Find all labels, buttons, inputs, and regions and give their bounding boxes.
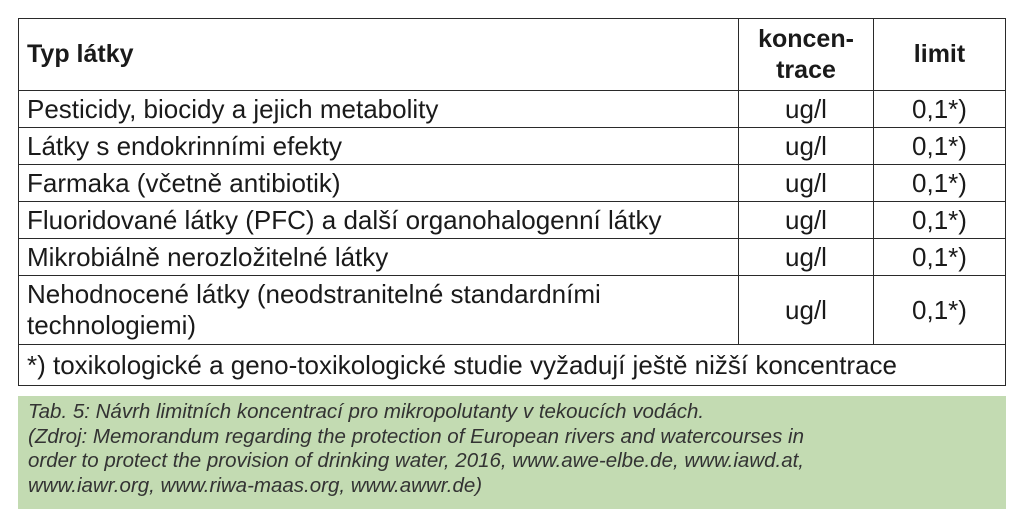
cell-type: Látky s endokrinními efekty [19,128,739,165]
cell-type: Farmaka (včetně antibiotik) [19,165,739,202]
cell-concentration: ug/l [739,202,874,239]
caption-line: www.iawr.org, www.riwa-maas.org, www.awwr.de) [28,473,483,497]
table-header-row [19,19,1006,91]
limits-table [18,18,1006,386]
cell-concentration: ug/l [739,91,874,128]
cell-concentration: ug/l [739,239,874,276]
cell-limit: 0,1*) [874,276,1006,345]
cell-limit: 0,1*) [874,165,1006,202]
footnote-row [19,345,1006,386]
cell-concentration: ug/l [739,276,874,345]
table-footnote: *) toxikologické a geno-toxikologické studie vyžadují ještě nižší koncentrace [19,345,1006,386]
header-concentration-line1: koncen- [758,24,854,53]
cell-type: Nehodnocené látky (neodstranitelné standardními technologiemi) [19,276,739,345]
table-row [19,91,1006,128]
header-concentration-line2: trace [776,55,836,84]
cell-concentration: ug/l [739,165,874,202]
table-row [19,165,1006,202]
cell-limit: 0,1*) [874,128,1006,165]
cell-concentration: ug/l [739,128,874,165]
cell-limit: 0,1*) [874,239,1006,276]
figure [18,18,1006,509]
cell-limit: 0,1*) [874,202,1006,239]
caption-line: (Zdroj: Memorandum regarding the protection of European rivers and watercourses in [28,424,804,448]
cell-type: Mikrobiálně nerozložitelné látky [19,239,739,276]
cell-type: Fluoridované látky (PFC) a další organohalogenní látky [19,202,739,239]
cell-type: Pesticidy, biocidy a jejich metabolity [19,91,739,128]
table-row [19,202,1006,239]
header-concentration [739,19,874,91]
header-type: Typ látky [19,19,739,91]
caption-line: order to protect the provision of drinking water, 2016, www.awe-elbe.de, www.iawd.at, [28,449,804,472]
table-row [19,276,1006,345]
cell-limit: 0,1*) [874,91,1006,128]
caption-line: Tab. 5: Návrh limitních koncentrací pro mikropolutanty v tekoucích vodách. [28,400,705,423]
table-caption [18,396,1006,509]
table-row [19,128,1006,165]
table-row [19,239,1006,276]
header-limit: limit [874,19,1006,91]
